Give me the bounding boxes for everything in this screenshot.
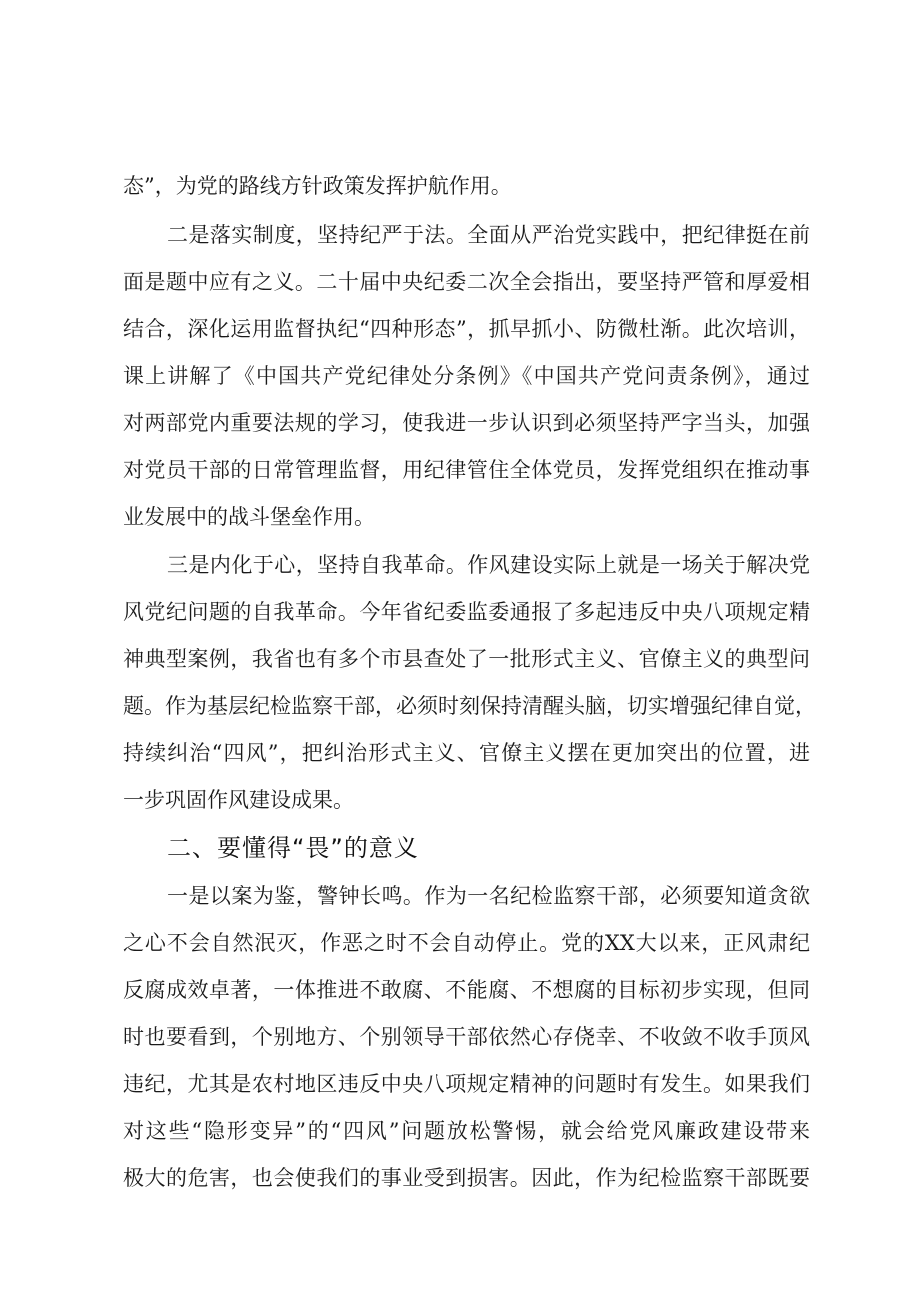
paragraph-line: 之心不会自然泯灭，作恶之时不会自动停止。党的XX大以来，正风肃纪 [123, 931, 810, 955]
paragraph-line: 极大的危害，也会使我们的事业受到损害。因此，作为纪检监察干部既要 [123, 1166, 810, 1190]
paragraph-line: 持续纠治“四风”，把纠治形式主义、官僚主义摆在更加突出的位置，进 [123, 741, 810, 765]
paragraph-line: 二是落实制度，坚持纪严于法。全面从严治党实践中，把纪律挺在前 [167, 223, 810, 247]
paragraph-line: 时也要看到，个别地方、个别领导干部依然心存侥幸、不收敛不收手顶风 [123, 1025, 810, 1049]
paragraph-line: 一步巩固作风建设成果。 [123, 788, 354, 812]
section-heading: 二、要懂得“畏”的意义 [167, 834, 419, 862]
paragraph-line: 结合，深化运用监督执纪“四种形态”，抓早抓小、防微杜渐。此次培训， [123, 317, 810, 341]
paragraph-line: 课上讲解了《中国共产党纪律处分条例》《中国共产党问责条例》，通过 [123, 364, 810, 388]
paragraph-line: 三是内化于心，坚持自我革命。作风建设实际上就是一场关于解决党 [167, 553, 810, 577]
paragraph-line: 业发展中的战斗堡垒作用。 [123, 505, 375, 529]
paragraph-line: 态”，为党的路线方针政策发挥护航作用。 [123, 174, 512, 198]
paragraph-line: 题。作为基层纪检监察干部，必须时刻保持清醒头脑，切实增强纪律自觉， [123, 694, 816, 718]
paragraph-line: 神典型案例，我省也有多个市县查处了一批形式主义、官僚主义的典型问 [123, 647, 810, 671]
paragraph-line: 风党纪问题的自我革命。今年省纪委监委通报了多起违反中央八项规定精 [123, 600, 810, 624]
paragraph-line: 反腐成效卓著，一体推进不敢腐、不能腐、不想腐的目标初步实现，但同 [123, 978, 810, 1002]
paragraph-line: 一是以案为鉴，警钟长鸣。作为一名纪检监察干部，必须要知道贪欲 [167, 884, 810, 908]
paragraph-line: 对这些“隐形变异”的“四风”问题放松警惕，就会给党风廉政建设带来 [123, 1119, 810, 1143]
paragraph-line: 面是题中应有之义。二十届中央纪委二次全会指出，要坚持严管和厚爱相 [123, 270, 810, 294]
paragraph-line: 违纪，尤其是农村地区违反中央八项规定精神的问题时有发生。如果我们 [123, 1072, 810, 1096]
paragraph-line: 对党员干部的日常管理监督，用纪律管住全体党员，发挥党组织在推动事 [123, 458, 810, 482]
paragraph-line: 对两部党内重要法规的学习，使我进一步认识到必须坚持严字当头，加强 [123, 411, 810, 435]
